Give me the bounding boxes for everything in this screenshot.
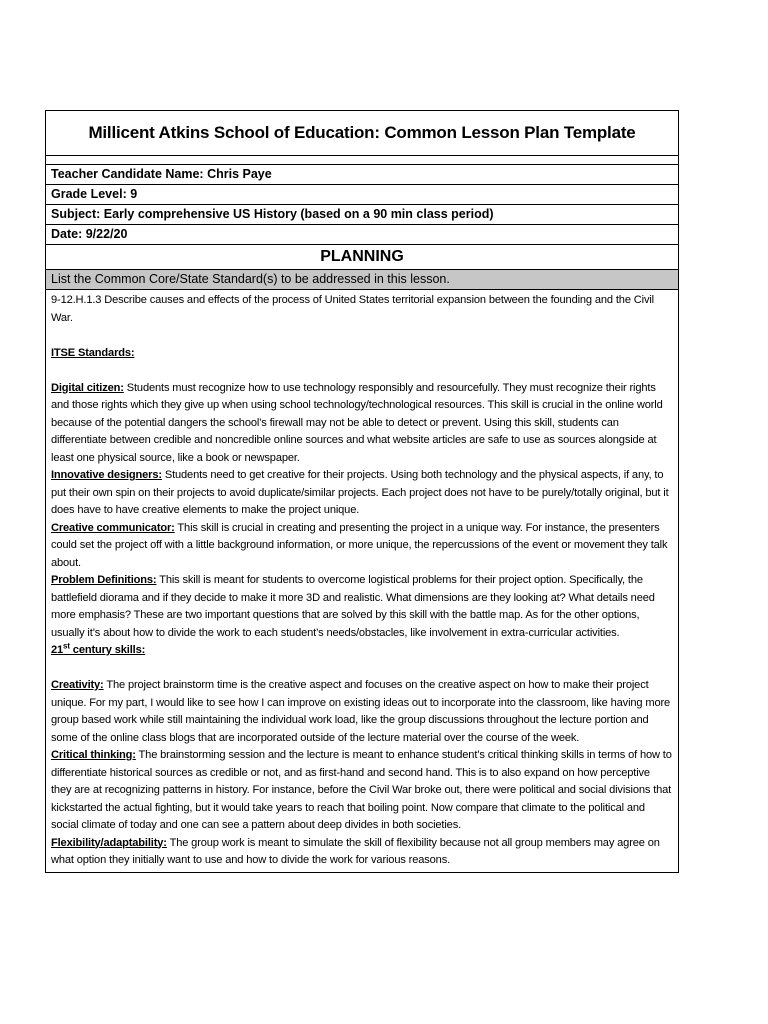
planning-heading: PLANNING: [46, 245, 678, 270]
ordinal-suffix: st: [63, 641, 70, 651]
critical-thinking-paragraph: [51, 747, 672, 835]
creative-communicator-label: Creative communicator:: [51, 521, 175, 534]
innovative-designers-paragraph: [51, 467, 672, 520]
itse-standards-heading: ITSE Standards:: [51, 346, 135, 359]
digital-citizen-text: Students must recognize how to use technology responsibly and resourcefully. They must recognize their rights and those rights which they give up when using school technology/technological resources. This skill is crucial in the online world because of the potential dangers the school’s firewall may not be able to detect or prevent. Using this skill, students can differentiate between credible and noncredible online sources and what website articles are safe to use as sources alongside at least one physical source, like a book or newspaper.: [51, 381, 663, 464]
problem-definitions-text: This skill is meant for students to overcome logistical problems for their project option. Specifically, the battlefield diorama and if they decide to make it more 3D and realistic. What dimensions are they looking at? What details need more emphasis? These are two important questions that are solved by this skill with the battle map. As for the other options, usually it’s about how to divide the work to each student’s needs/obstacles, like involvement in extra-curricular activities.: [51, 574, 655, 639]
digital-citizen-label: Digital citizen:: [51, 381, 124, 394]
innovative-designers-text: Students need to get creative for their projects. Using both technology and the physical aspects, if any, to put their own spin on their projects to avoid duplicate/similar projects. Each project does not have to be purely/totally original, but it does have to have creative elements to make the project unique.: [51, 469, 669, 516]
date-row: Date: 9/22/20: [46, 225, 678, 245]
innovative-designers-label: Innovative designers:: [51, 469, 162, 481]
state-standard-text: 9-12.H.1.3 Describe causes and effects of the process of United States territorial expansion between the founding and the Civil War.: [51, 294, 654, 324]
century-number: 21: [51, 644, 64, 656]
standards-instruction: List the Common Core/State Standard(s) to be addressed in this lesson.: [46, 270, 678, 290]
century-skills-heading: [51, 641, 146, 656]
century-skills-paragraph: [51, 642, 672, 660]
creative-communicator-paragraph: [51, 520, 672, 573]
creativity-text: The project brainstorm time is the creative aspect and focuses on the creative aspect on how to make their project unique. For my part, I would like to see how I can improve on existing ideas out to incorporate into the classroom, like having more group based work while still maintaining the individual work load, like the group discussions throughout the lecture portion and some of the online class blogs that are incorporated outside of the lecture material over the course of the week.: [51, 679, 671, 744]
document-title: Millicent Atkins School of Education: Common Lesson Plan Template: [46, 111, 678, 156]
itse-heading-paragraph: [51, 345, 672, 363]
creative-communicator-text: This skill is crucial in creating and presenting the project in a unique way. For instance, the presenters could set the project off with a little background information, or more unique, the repercussions of the event or movement they talk about.: [51, 521, 668, 569]
flexibility-label: Flexibility/adaptability:: [51, 836, 167, 849]
flexibility-text: The group work is meant to simulate the skill of flexibility because not all group members may agree on what option they initially want to use and how to divide the work for various reasons.: [51, 836, 660, 866]
problem-definitions-label: Problem Definitions:: [51, 574, 157, 586]
critical-thinking-label: Critical thinking:: [51, 749, 136, 761]
spacer-row: [46, 156, 678, 165]
grade-level-row: Grade Level: 9: [46, 185, 678, 205]
standards-content: [46, 290, 678, 873]
critical-thinking-text: The brainstorming session and the lecture is meant to enhance student’s critical thinking skills in terms of how to differentiate historical sources as credible or not, and as first-hand and second hand. This is to also expand on how perceptive they are at recognizing patterns in history. For instance, before the Civil War broke out, there were political and social divisions that kickstarted the actual fighting, but it would take years to reach that boiling point. Now compare that climate to the political and social climate of today and one can see a pattern about deep divides in both societies.: [51, 749, 672, 831]
creativity-label: Creativity:: [51, 679, 104, 691]
teacher-name-row: Teacher Candidate Name: Chris Paye: [46, 165, 678, 185]
flexibility-paragraph: [51, 835, 672, 870]
problem-definitions-paragraph: [51, 572, 672, 642]
subject-row: Subject: Early comprehensive US History (based on a 90 min class period): [46, 205, 678, 225]
lesson-plan-table: [45, 110, 679, 873]
digital-citizen-paragraph: [51, 380, 672, 468]
creativity-paragraph: [51, 677, 672, 747]
century-skills-rest: century skills:: [69, 644, 146, 656]
